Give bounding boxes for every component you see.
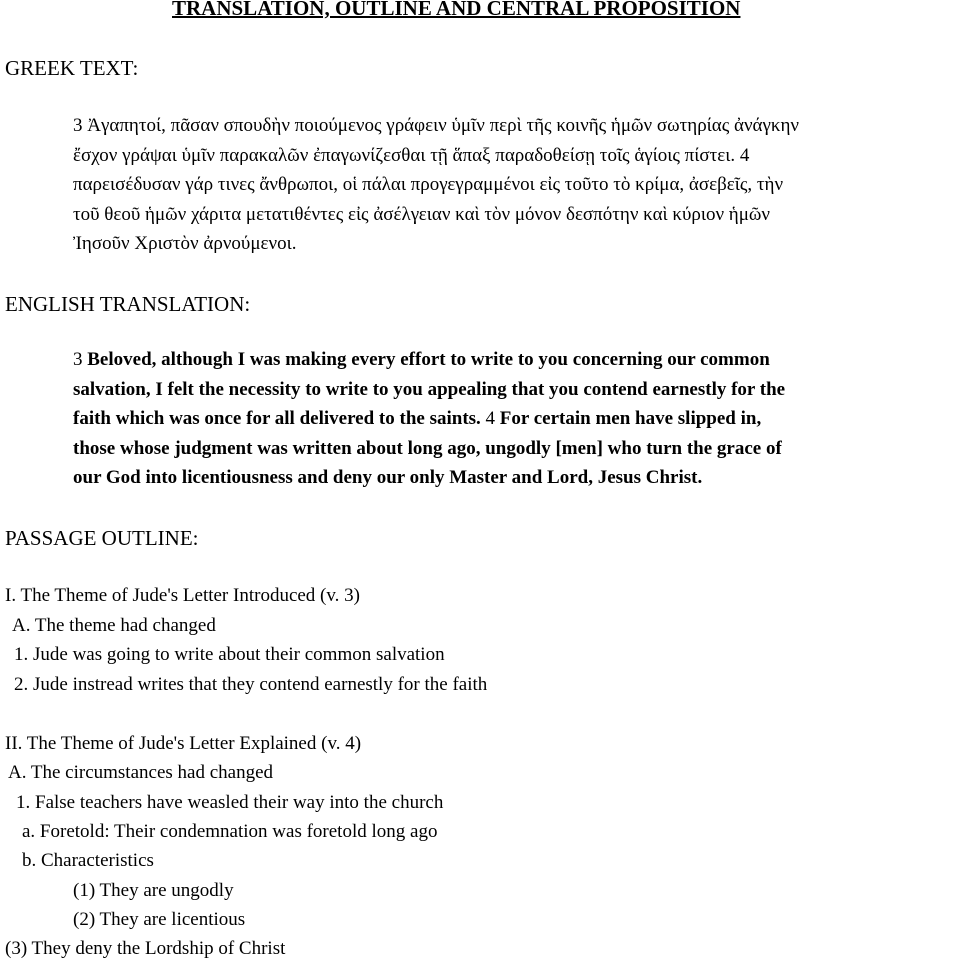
english-line: salvation, I felt the necessity to write to you appealing that you contend earnestly for the	[73, 379, 786, 400]
greek-line: παρεισέδυσαν γάρ τινες ἄνθρωποι, οἱ πάλαι προγεγραμμένοι εἰς τοῦτο τὸ κρίμα, ἀσεβεῖς, τὴν	[73, 174, 784, 195]
verse-number: 4	[485, 408, 496, 429]
greek-text-label: GREEK TEXT:	[5, 56, 139, 80]
english-line: our God into licentiousness and deny our only Master and Lord, Jesus Christ.	[73, 467, 703, 488]
outline-item: II. The Theme of Jude's Letter Explained (v. 4)	[5, 733, 362, 754]
greek-line: 3 Ἀγαπητοί, πᾶσαν σπουδὴν ποιούμενος γράφειν ὑμῖν περὶ τῆς κοινῆς ἡμῶν σωτηρίας ἀνάγκην	[73, 115, 800, 136]
outline-item: 1. Jude was going to write about their common salvation	[14, 644, 445, 665]
english-line	[73, 408, 761, 430]
english-translation-label: ENGLISH TRANSLATION:	[5, 292, 251, 316]
english-line: those whose judgment was written about long ago, ungodly [men] who turn the grace of	[73, 438, 782, 459]
outline-item: a. Foretold: Their condemnation was foretold long ago	[22, 821, 438, 842]
outline-item: I. The Theme of Jude's Letter Introduced (v. 3)	[5, 585, 360, 606]
greek-line: Ἰησοῦν Χριστὸν ἀρνούμενοι.	[73, 233, 297, 254]
outline-item: A. The theme had changed	[12, 615, 216, 636]
outline-item: 1. False teachers have weasled their way into the church	[16, 792, 444, 813]
greek-line: τοῦ θεοῦ ἡμῶν χάριτα μετατιθέντες εἰς ἀσέλγειαν καὶ τὸν μόνον δεσπότην καὶ κύριον ἡμῶν	[73, 204, 771, 225]
verse-number: 3	[73, 349, 83, 370]
outline-item: (3) They deny the Lordship of Christ	[5, 938, 286, 959]
outline-item: b. Characteristics	[22, 850, 154, 871]
outline-item: (1) They are ungodly	[73, 880, 234, 901]
outline-item: (2) They are licentious	[73, 909, 246, 930]
english-line-text: faith which was once for all delivered to the saints.	[73, 408, 486, 429]
outline-item: 2. Jude instread writes that they contend earnestly for the faith	[14, 674, 488, 695]
english-line-text: Beloved, although I was making every effort to write to you concerning our common	[82, 349, 770, 370]
english-line-text: For certain men have slipped in,	[495, 408, 762, 429]
passage-outline-label: PASSAGE OUTLINE:	[5, 526, 199, 550]
outline-item: A. The circumstances had changed	[8, 762, 274, 783]
english-line	[73, 349, 770, 371]
greek-line: ἔσχον γράψαι ὑμῖν παρακαλῶν ἐπαγωνίζεσθαι τῇ ἅπαξ παραδοθείσῃ τοῖς ἁγίοις πίστει. 4	[73, 145, 750, 166]
page-title: TRANSLATION, OUTLINE AND CENTRAL PROPOSITION	[172, 0, 741, 20]
